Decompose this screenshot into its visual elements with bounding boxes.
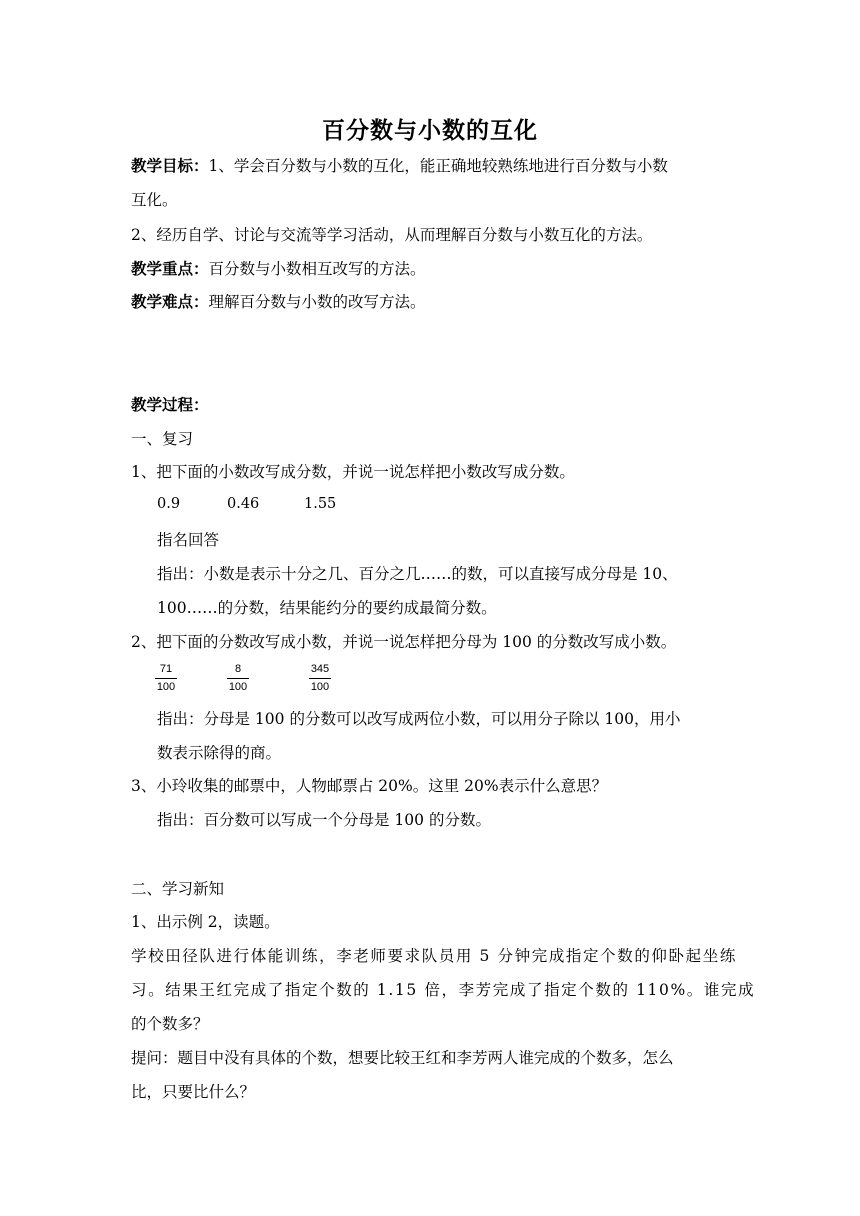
fraction-2-numerator: 8 xyxy=(234,663,242,675)
example-line-1: 学校田径队进行体能训练，李老师要求队员用 5 分钟完成指定个数的仰卧起坐练 xyxy=(131,947,737,965)
point-2-line-1: 指出：分母是 100 的分数可以改写成两位小数，可以用分子除以 100，用小 xyxy=(157,710,681,728)
decimal-3: 1.55 xyxy=(304,496,337,512)
difficulty-text: 理解百分数与小数的改写方法。 xyxy=(208,293,426,311)
fraction-bar xyxy=(309,678,331,679)
point-3: 指出：百分数可以写成一个分母是 100 的分数。 xyxy=(157,811,491,829)
goal-line-2: 互化。 xyxy=(131,191,178,209)
point-1-line-2: 100……的分数，结果能约分的要约成最简分数。 xyxy=(157,599,497,617)
decimal-2: 0.46 xyxy=(227,496,260,512)
new-knowledge-heading: 二、学习新知 xyxy=(131,880,225,898)
answer-prompt: 指名回答 xyxy=(157,531,220,549)
question-1: 1、把下面的小数改写成分数，并说一说怎样把小数改写成分数。 xyxy=(131,463,575,481)
goal-line-1 xyxy=(131,156,668,176)
decimal-1: 0.9 xyxy=(157,496,181,512)
difficulty xyxy=(131,292,426,312)
key-point-label: 教学重点： xyxy=(131,260,209,278)
document-title: 百分数与小数的互化 xyxy=(322,118,538,144)
example-line-2: 习。结果王红完成了指定个数的 1.15 倍，李芳完成了指定个数的 110%。谁完成 xyxy=(131,981,756,999)
fraction-1 xyxy=(155,663,177,694)
fraction-1-denominator: 100 xyxy=(156,681,176,693)
fraction-2 xyxy=(227,663,249,694)
difficulty-label: 教学难点： xyxy=(131,293,209,311)
example-intro: 1、出示例 2，读题。 xyxy=(131,913,280,931)
goal-line-3: 2、经历自学、讨论与交流等学习活动，从而理解百分数与小数互化的方法。 xyxy=(131,226,653,244)
question-2: 2、把下面的分数改写成小数，并说一说怎样把分母为 100 的分数改写成小数。 xyxy=(131,633,677,651)
example-line-3: 的个数多？ xyxy=(131,1015,209,1033)
key-point xyxy=(131,259,426,279)
question-3: 3、小玲收集的邮票中，人物邮票占 20%。这里 20%表示什么意思？ xyxy=(131,777,608,795)
fraction-3-numerator: 345 xyxy=(310,663,330,675)
fraction-bar xyxy=(227,678,249,679)
key-point-text: 百分数与小数相互改写的方法。 xyxy=(208,260,426,278)
fraction-3 xyxy=(309,663,331,694)
fraction-2-denominator: 100 xyxy=(228,681,248,693)
review-heading: 一、复习 xyxy=(131,430,194,448)
question-ask-line-2: 比，只要比什么？ xyxy=(131,1083,256,1101)
fraction-bar xyxy=(155,678,177,679)
point-1-line-1: 指出：小数是表示十分之几、百分之几……的数，可以直接写成分母是 10、 xyxy=(157,565,678,583)
fraction-3-denominator: 100 xyxy=(310,681,330,693)
process-label: 教学过程： xyxy=(131,396,209,414)
goal-label: 教学目标： xyxy=(131,157,209,175)
question-ask-line-1: 提问：题目中没有具体的个数，想要比较王红和李芳两人谁完成的个数多，怎么 xyxy=(131,1049,674,1067)
goal-text-1: 1、学会百分数与小数的互化，能正确地较熟练地进行百分数与小数 xyxy=(208,157,668,175)
point-2-line-2: 数表示除得的商。 xyxy=(157,744,282,762)
fraction-1-numerator: 71 xyxy=(159,663,173,675)
